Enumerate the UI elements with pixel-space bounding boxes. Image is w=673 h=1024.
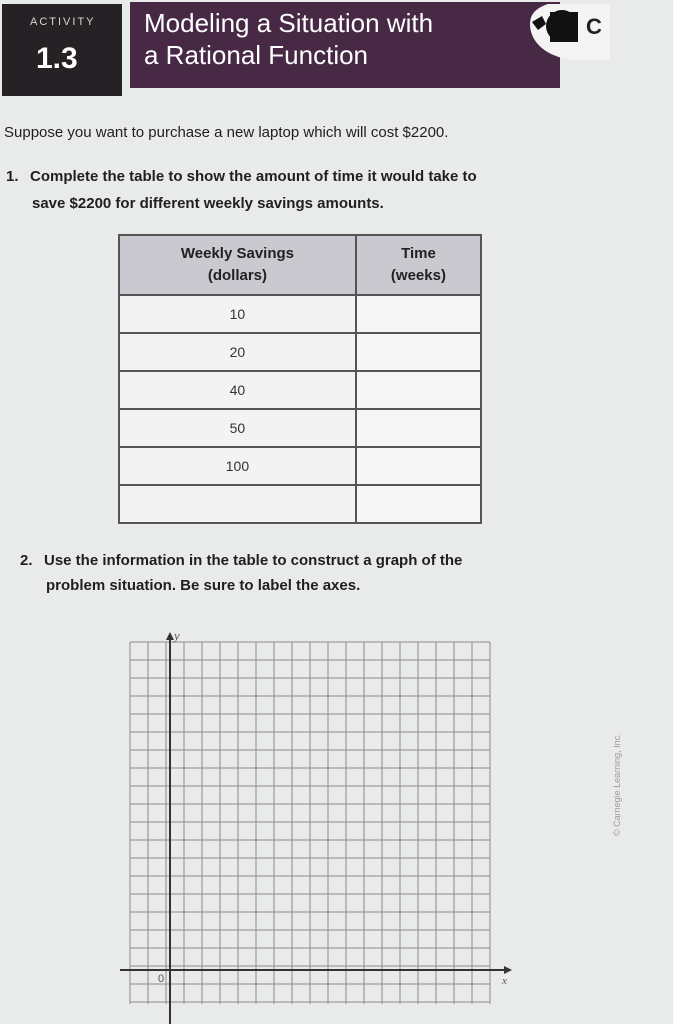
time-cell[interactable]	[356, 371, 481, 409]
svg-text:C: C	[586, 14, 602, 39]
question-2-number: 2.	[20, 552, 33, 569]
header-time-line-2: (weeks)	[390, 267, 446, 284]
activity-badge	[2, 4, 122, 96]
header-weekly-savings-line-1: Weekly Savings	[180, 245, 294, 262]
x-axis-arrow-icon	[504, 966, 512, 974]
question-1	[6, 163, 596, 217]
origin-label: 0	[158, 973, 165, 985]
table-row	[119, 409, 481, 447]
time-cell[interactable]	[356, 409, 481, 447]
header-time	[356, 235, 481, 295]
question-2	[20, 548, 610, 598]
activity-label: ACTIVITY	[30, 16, 96, 28]
y-axis-label: y	[174, 628, 180, 643]
savings-cell: 20	[119, 333, 356, 371]
savings-cell: 10	[119, 295, 356, 333]
question-1-line-1: Complete the table to show the amount of time it would take to	[30, 168, 477, 185]
y-axis-arrow-icon	[166, 632, 174, 640]
question-1-number: 1.	[6, 168, 19, 185]
header-weekly-savings	[119, 235, 356, 295]
x-axis-label: x	[502, 975, 507, 987]
table-row	[119, 295, 481, 333]
savings-table	[118, 234, 482, 524]
question-2-line-2: problem situation. Be sure to label the axes.	[46, 577, 361, 594]
table-header-row	[119, 235, 481, 295]
title-line-1: Modeling a Situation with	[144, 8, 434, 38]
savings-cell[interactable]	[119, 485, 356, 523]
header-weekly-savings-line-2: (dollars)	[207, 267, 268, 284]
copyright-text: © Carnegie Learning, Inc.	[612, 733, 622, 836]
time-cell[interactable]	[356, 295, 481, 333]
question-1-line-2: save $2200 for different weekly savings amounts.	[32, 195, 384, 212]
question-2-line-1: Use the information in the table to construct a graph of the	[44, 552, 463, 569]
time-cell[interactable]	[356, 485, 481, 523]
savings-cell: 40	[119, 371, 356, 409]
publisher-logo-icon	[520, 4, 610, 60]
title-line-2: a Rational Function	[144, 40, 369, 70]
table-row	[119, 447, 481, 485]
savings-cell: 100	[119, 447, 356, 485]
header-time-line-1: Time	[401, 245, 436, 262]
savings-cell: 50	[119, 409, 356, 447]
graph-grid[interactable]	[116, 628, 526, 1024]
time-cell[interactable]	[356, 447, 481, 485]
time-cell[interactable]	[356, 333, 481, 371]
activity-title-banner	[130, 2, 560, 88]
table-row	[119, 371, 481, 409]
table-row	[119, 333, 481, 371]
table-row	[119, 485, 481, 523]
grid-lines	[130, 642, 490, 1004]
intro-text: Suppose you want to purchase a new laptop which will cost $2200.	[4, 124, 449, 141]
activity-number: 1.3	[36, 42, 78, 75]
